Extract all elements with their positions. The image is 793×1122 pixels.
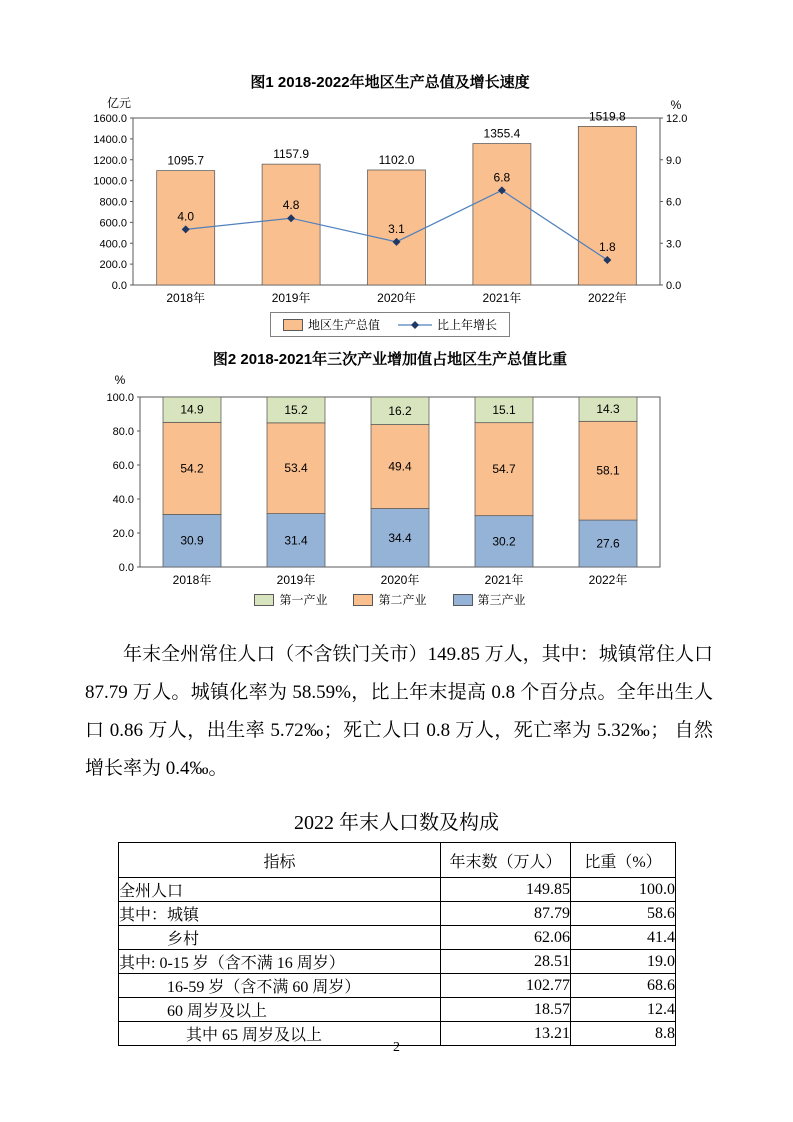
industry-share-legend xyxy=(254,589,525,610)
segment-value-label: 30.9 xyxy=(180,533,204,548)
industry-share-chart-title: 图2 2018-2021年三次产业增加值占地区生产总值比重 xyxy=(212,351,568,368)
left-axis-tick-label: 800.0 xyxy=(99,196,127,209)
left-axis-unit-label: 亿元 xyxy=(106,96,132,110)
legend-label: 地区生产总值 xyxy=(307,318,380,332)
left-axis-tick-label: 0.0 xyxy=(111,280,127,292)
table-row xyxy=(119,950,676,974)
axis-unit-label: % xyxy=(114,373,126,387)
legend-item-industry-1 xyxy=(254,591,327,608)
gdp-chart-plot xyxy=(80,95,700,310)
left-axis-tick-label: 400.0 xyxy=(99,238,127,251)
year-end-value-cell: 18.57 xyxy=(441,998,571,1022)
indicator-cell: 乡村 xyxy=(119,926,441,950)
legend-item-industry-3 xyxy=(453,591,526,608)
share-cell: 12.4 xyxy=(571,998,676,1022)
segment-value-label: 14.9 xyxy=(180,402,204,417)
segment-value-label: 15.2 xyxy=(284,402,308,417)
left-axis-tick-label: 1000.0 xyxy=(93,175,127,188)
legend-label: 第二产业 xyxy=(378,593,427,607)
population-table-body xyxy=(119,878,676,1046)
category-label: 2022年 xyxy=(587,291,627,305)
category-label: 2022年 xyxy=(588,573,628,587)
table-row xyxy=(119,878,676,902)
segment-value-label: 30.2 xyxy=(492,534,516,549)
gdp-chart-legend xyxy=(270,312,510,337)
gdp-chart-title: 图1 2018-2022年地区生产总值及增长速度 xyxy=(250,74,530,91)
population-table-title: 2022 年末人口数及构成 xyxy=(294,812,499,834)
line-value-label: 3.1 xyxy=(388,221,405,236)
category-label: 2018年 xyxy=(166,291,206,305)
axis-tick-label: 60.0 xyxy=(112,460,134,472)
bar-swatch-icon xyxy=(283,319,303,331)
left-axis-tick-label: 600.0 xyxy=(99,217,127,230)
segment-value-label: 27.6 xyxy=(596,536,620,551)
segment-value-label: 53.4 xyxy=(284,461,308,476)
table-row xyxy=(119,902,676,926)
right-axis-tick-label: 3.0 xyxy=(666,238,682,251)
indicator-cell: 16-59 岁（含不满 60 周岁） xyxy=(119,974,441,998)
category-label: 2019年 xyxy=(271,291,311,305)
axis-tick-label: 0.0 xyxy=(118,562,134,574)
population-table-header xyxy=(119,843,676,878)
axis-tick-label: 80.0 xyxy=(112,426,134,438)
right-axis-tick-label: 6.0 xyxy=(666,196,682,209)
left-axis-tick-label: 200.0 xyxy=(99,259,127,272)
legend-item-industry-2 xyxy=(353,591,426,608)
segment-value-label: 16.2 xyxy=(388,403,412,418)
legend-label: 比上年增长 xyxy=(437,318,498,332)
year-end-value-cell: 28.51 xyxy=(441,950,571,974)
bar-value-label: 1519.8 xyxy=(588,109,626,124)
segment-value-label: 49.4 xyxy=(388,459,412,474)
right-axis-tick-label: 12.0 xyxy=(666,113,688,125)
axis-tick-label: 40.0 xyxy=(112,494,134,506)
industry-swatch-icon xyxy=(453,594,473,606)
line-value-label: 4.8 xyxy=(282,198,300,213)
year-end-value-cell: 102.77 xyxy=(441,974,571,998)
segment-value-label: 15.1 xyxy=(492,402,516,417)
bar-value-label: 1157.9 xyxy=(273,147,310,162)
table-row xyxy=(119,974,676,998)
segment-value-label: 58.1 xyxy=(596,463,620,478)
gdp-chart xyxy=(80,73,700,337)
year-end-value-cell: 13.21 xyxy=(441,1022,571,1046)
indicator-cell: 60 周岁及以上 xyxy=(119,998,441,1022)
year-end-value-cell: 62.06 xyxy=(441,926,571,950)
bar-value-label: 1355.4 xyxy=(483,126,521,141)
share-cell: 41.4 xyxy=(571,926,676,950)
industry-share-chart-plot xyxy=(80,372,700,587)
line-value-label: 6.8 xyxy=(493,170,511,185)
share-cell: 19.0 xyxy=(571,950,676,974)
right-axis-tick-label: 9.0 xyxy=(666,154,682,167)
population-table xyxy=(118,842,676,1046)
industry-swatch-icon xyxy=(353,594,373,606)
industry-swatch-icon xyxy=(254,594,274,606)
year-end-value-cell: 87.79 xyxy=(441,902,571,926)
segment-value-label: 14.3 xyxy=(596,402,620,417)
segment-value-label: 31.4 xyxy=(284,533,308,548)
gdp-bar xyxy=(473,144,531,285)
population-paragraph: 年末全州常住人口（不含铁门关市）149.85 万人，其中：城镇常住人口 87.79 万人。城镇化率为 58.59%，比上年末提高 0.8 个百分点。全年出生人口 0.86 万人，出生率 5.72‰；死亡人口 0.8 万人，死亡率为 5.32‰； 自然增长率为 0.4‰。 xyxy=(85,644,713,779)
legend-diamond-icon xyxy=(411,321,419,329)
category-label: 2021年 xyxy=(484,573,524,587)
line-value-label: 1.8 xyxy=(598,239,616,254)
category-label: 2019年 xyxy=(276,573,316,587)
header-row xyxy=(119,843,676,878)
right-axis-unit-label: % xyxy=(670,98,682,112)
header-indicator: 指标 xyxy=(119,843,441,878)
left-axis-tick-label: 1600.0 xyxy=(93,113,127,125)
left-axis-tick-label: 1400.0 xyxy=(93,133,127,146)
legend-label: 第三产业 xyxy=(477,593,526,607)
table-row xyxy=(119,926,676,950)
right-axis-tick-label: 0.0 xyxy=(666,280,682,292)
legend-item-growth xyxy=(398,316,497,333)
line-marker-swatch-icon xyxy=(398,319,432,331)
category-label: 2020年 xyxy=(380,573,420,587)
share-cell: 58.6 xyxy=(571,902,676,926)
category-label: 2018年 xyxy=(172,573,212,587)
indicator-cell: 其中：城镇 xyxy=(119,902,441,926)
indicator-cell: 其中: 0-15 岁（含不满 16 周岁） xyxy=(119,950,441,974)
indicator-cell: 其中 65 周岁及以上 xyxy=(119,1022,441,1046)
indicator-cell: 全州人口 xyxy=(119,878,441,902)
bar-value-label: 1095.7 xyxy=(167,153,205,168)
category-label: 2020年 xyxy=(377,291,416,305)
left-axis-tick-label: 1200.0 xyxy=(93,154,127,167)
share-cell: 68.6 xyxy=(571,974,676,998)
year-end-value-cell: 149.85 xyxy=(441,878,571,902)
line-value-label: 4.0 xyxy=(177,209,195,224)
axis-tick-label: 20.0 xyxy=(112,528,134,540)
page-number: 2 xyxy=(393,1040,400,1055)
gdp-chart-legend-wrap xyxy=(80,312,700,337)
header-share: 比重（%） xyxy=(571,843,676,878)
segment-value-label: 54.7 xyxy=(492,462,516,477)
header-year-end-count: 年末数（万人） xyxy=(441,843,571,878)
share-cell: 100.0 xyxy=(571,878,676,902)
legend-label: 第一产业 xyxy=(279,593,328,607)
axis-tick-label: 100.0 xyxy=(106,392,134,404)
segment-value-label: 34.4 xyxy=(388,530,412,545)
segment-value-label: 54.2 xyxy=(180,461,204,476)
bar-value-label: 1102.0 xyxy=(378,152,415,167)
industry-share-legend-wrap xyxy=(80,589,700,610)
category-label: 2021年 xyxy=(482,291,522,305)
share-cell: 8.8 xyxy=(571,1022,676,1046)
legend-item-gdp xyxy=(283,316,380,333)
gdp-bar xyxy=(262,164,320,285)
table-row xyxy=(119,998,676,1022)
industry-share-chart xyxy=(80,350,700,610)
